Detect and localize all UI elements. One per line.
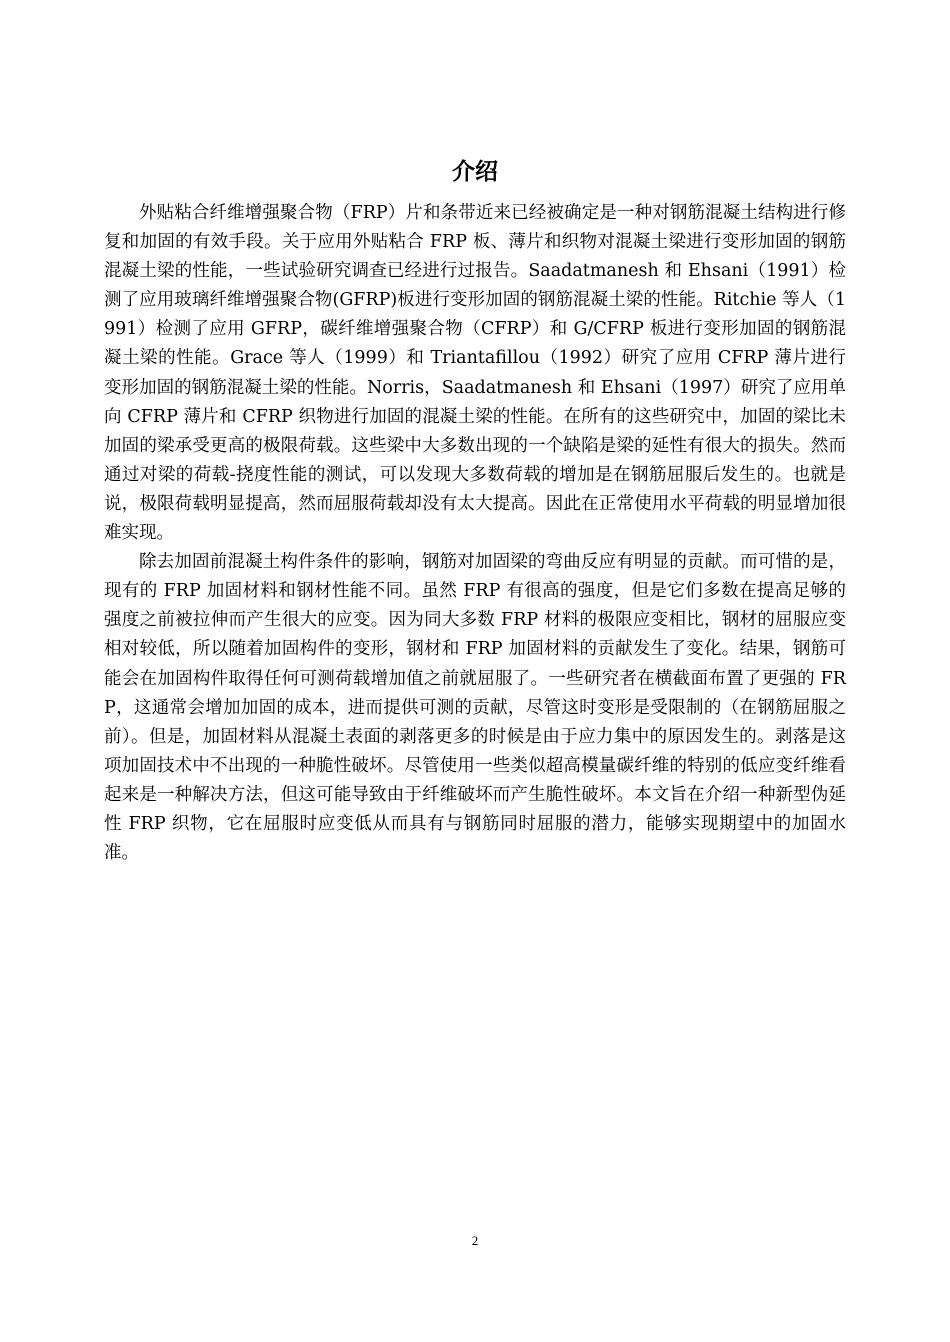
paragraph-1: 外贴粘合纤维增强聚合物（FRP）片和条带近来已经被确定是一种对钢筋混凝土结构进行修复和加固的有效手段。关于应用外贴粘合 FRP 板、薄片和织物对混凝土梁进行变形加固的钢筋混凝土梁的性能，一些试验研究调查已经进行过报告。Saadatmanesh 和 Ehsani（1991）检测了应用玻璃纤维增强聚合物(GFRP)板进行变形加固的钢筋混凝土梁的性能。Ritchie 等人（1991）检测了应用 GFRP，碳纤维增强聚合物（CFRP）和 G/CFRP 板进行变形加固的钢筋混凝土梁的性能。Grace 等人（1999）和 Triantafillou（1992）研究了应用 CFRP 薄片进行变形加固的钢筋混凝土梁的性能。Norris，Saadatmanesh 和 Ehsani（1997）研究了应用单向 CFRP 薄片和 CFRP 织物进行加固的混凝土梁的性能。在所有的这些研究中，加固的梁比未加固的梁承受更高的极限荷载。这些梁中大多数出现的一个缺陷是梁的延性有很大的损失。然而通过对梁的荷载-挠度性能的测试，可以发现大多数荷载的增加是在钢筋屈服后发生的。也就是说，极限荷载明显提高，然而屈服荷载却没有太大提高。因此在正常使用水平荷载的明显增加很难实现。	[104, 203, 846, 544]
section-title: 介绍	[452, 159, 498, 185]
body-text	[104, 199, 846, 868]
page-number: 2	[471, 1233, 479, 1248]
paragraph-2: 除去加固前混凝土构件条件的影响，钢筋对加固梁的弯曲反应有明显的贡献。而可惜的是，现有的 FRP 加固材料和钢材性能不同。虽然 FRP 有很高的强度，但是它们多数在提高足够的强度之前被拉伸而产生很大的应变。因为同大多数 FRP 材料的极限应变相比，钢材的屈服应变相对较低，所以随着加固构件的变形，钢材和 FRP 加固材料的贡献发生了变化。结果，钢筋可能会在加固构件取得任何可测荷载增加值之前就屈服了。一些研究者在横截面布置了更强的 FRP，这通常会增加加固的成本，进而提供可测的贡献，尽管这时变形是受限制的（在钢筋屈服之前）。但是，加固材料从混凝土表面的剥落更多的时候是由于应力集中的原因发生的。剥落是这项加固技术中不出现的一种脆性破坏。尽管使用一些类似超高模量碳纤维的特别的低应变纤维看起来是一种解决方法，但这可能导致由于纤维破坏而产生脆性破坏。本文旨在介绍一种新型伪延性 FRP 织物，它在屈服时应变低从而具有与钢筋同时屈服的潜力，能够实现期望中的加固水准。	[104, 552, 846, 864]
